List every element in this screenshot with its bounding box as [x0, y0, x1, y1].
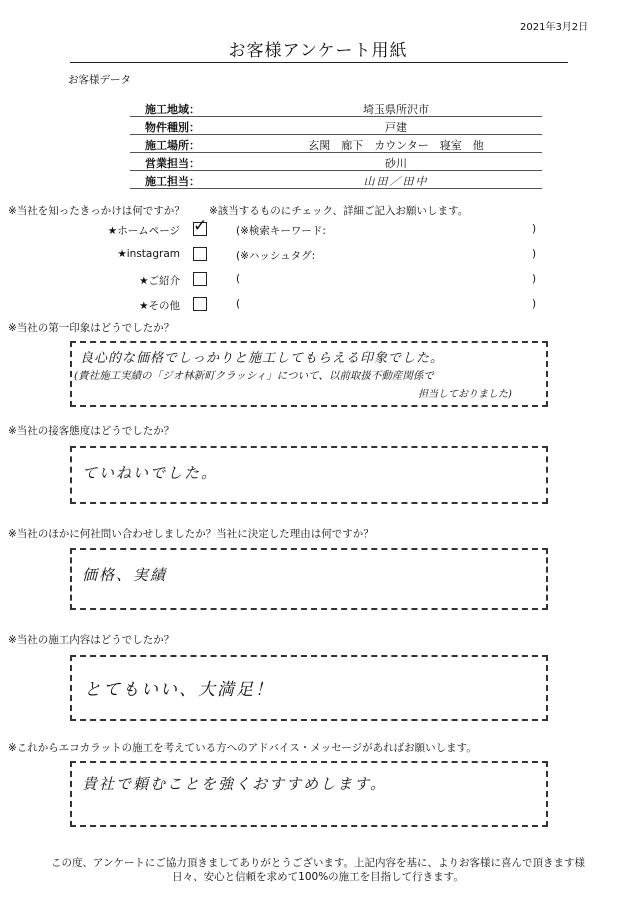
- customer-data-heading: お客様データ: [68, 74, 131, 86]
- title-underline: [70, 62, 568, 63]
- info-value: 戸建: [385, 121, 407, 134]
- row-divider: [130, 188, 542, 189]
- answer-text: 良心的な価格でしっかりと施工してもらえる印象でした。: [80, 351, 445, 366]
- question-service-attitude: ※当社の接客態度はどうでしたか？: [8, 425, 175, 437]
- info-value: 砂川: [385, 157, 407, 170]
- survey-date: 2021年3月2日: [520, 22, 589, 33]
- checkbox[interactable]: [193, 297, 207, 311]
- choice-referral: [0, 270, 636, 290]
- answer-text: 価格、実績: [82, 566, 168, 584]
- footer-message-line1: この度、アンケートにご協力頂きましてありがとうございます。上記内容を基に、よりお客様に喜んで頂きます様: [50, 857, 586, 869]
- check-icon: ✓: [193, 216, 208, 236]
- checkbox[interactable]: [193, 272, 207, 286]
- question-work-quality: ※当社の施工内容はどうでしたか？: [8, 634, 175, 646]
- answer-box-reason[interactable]: [70, 548, 548, 610]
- info-row-sales-rep: [130, 153, 542, 171]
- question-how-found: ※当社を知ったきっかけは何ですか？: [8, 205, 185, 217]
- choice-detail-label: (: [236, 298, 241, 310]
- answer-text: 貴社で頼むことを強くおすすめします。: [82, 775, 387, 793]
- answer-text: とてもいい、大満足！: [84, 680, 274, 700]
- choice-label: ★instagram: [117, 248, 180, 260]
- choice-detail-close: ): [532, 298, 537, 310]
- choice-label: ★その他: [139, 300, 180, 312]
- answer-box-advice[interactable]: [70, 761, 548, 827]
- answer-text: ていねいでした。: [82, 464, 219, 482]
- checkbox[interactable]: [193, 247, 207, 261]
- info-label: 施工場所：: [145, 139, 200, 152]
- question-advice: ※これからエコカラットの施工を考えている方へのアドバイス・メッセージがあればお願いします。: [8, 742, 477, 754]
- answer-text: (貴社施工実績の「ジオ林新町クラッシィ」について、以前取扱不動産関係で: [74, 370, 434, 382]
- answer-box-service-attitude[interactable]: [70, 446, 548, 504]
- choice-detail-close: ): [532, 248, 537, 260]
- answer-text: 担当しておりました): [418, 389, 512, 400]
- question-competitors-reason: ※当社のほかに何社問い合わせしましたか？当社に決定した理由は何ですか？: [8, 528, 374, 540]
- info-value: 玄関 廊下 カウンター 寝室 他: [308, 139, 484, 152]
- info-value: 埼玉県所沢市: [363, 103, 429, 116]
- choice-other: [0, 295, 636, 315]
- choice-detail-close: ): [532, 223, 537, 235]
- answer-box-first-impression[interactable]: [70, 341, 548, 407]
- info-row-property-type: [130, 117, 542, 135]
- info-label: 施工地域：: [145, 103, 200, 116]
- choice-detail-label: (※検索キーワード:: [236, 225, 326, 237]
- choice-detail-label: (: [236, 273, 241, 285]
- info-value-handwritten: 山田／田中: [363, 175, 429, 188]
- choice-detail-close: ): [532, 273, 537, 285]
- choice-detail-label: (※ハッシュタグ:: [236, 250, 316, 262]
- footer-message-line2: 日々、安心と信頼を求めて100%の施工を目指して行きます。: [172, 871, 464, 883]
- question-first-impression: ※当社の第一印象はどうでしたか？: [8, 322, 175, 334]
- info-row-area: [130, 99, 542, 117]
- info-label: 営業担当：: [145, 157, 200, 170]
- choice-instagram: [0, 245, 636, 265]
- customer-info-table: [130, 99, 542, 189]
- choice-label: ★ホームページ: [107, 225, 180, 237]
- info-label: 施工担当：: [145, 175, 200, 188]
- choice-homepage: [0, 216, 636, 240]
- info-row-installer: [130, 171, 542, 189]
- info-label: 物件種別：: [145, 121, 200, 134]
- question-how-found-note: ※該当するものにチェック、詳細ご記入お願いします。: [209, 205, 469, 217]
- page-title: お客様アンケート用紙: [228, 41, 408, 61]
- answer-box-work-quality[interactable]: [70, 655, 548, 721]
- choice-label: ★ご紹介: [139, 275, 180, 287]
- info-row-location: [130, 135, 542, 153]
- checkbox[interactable]: [193, 216, 208, 236]
